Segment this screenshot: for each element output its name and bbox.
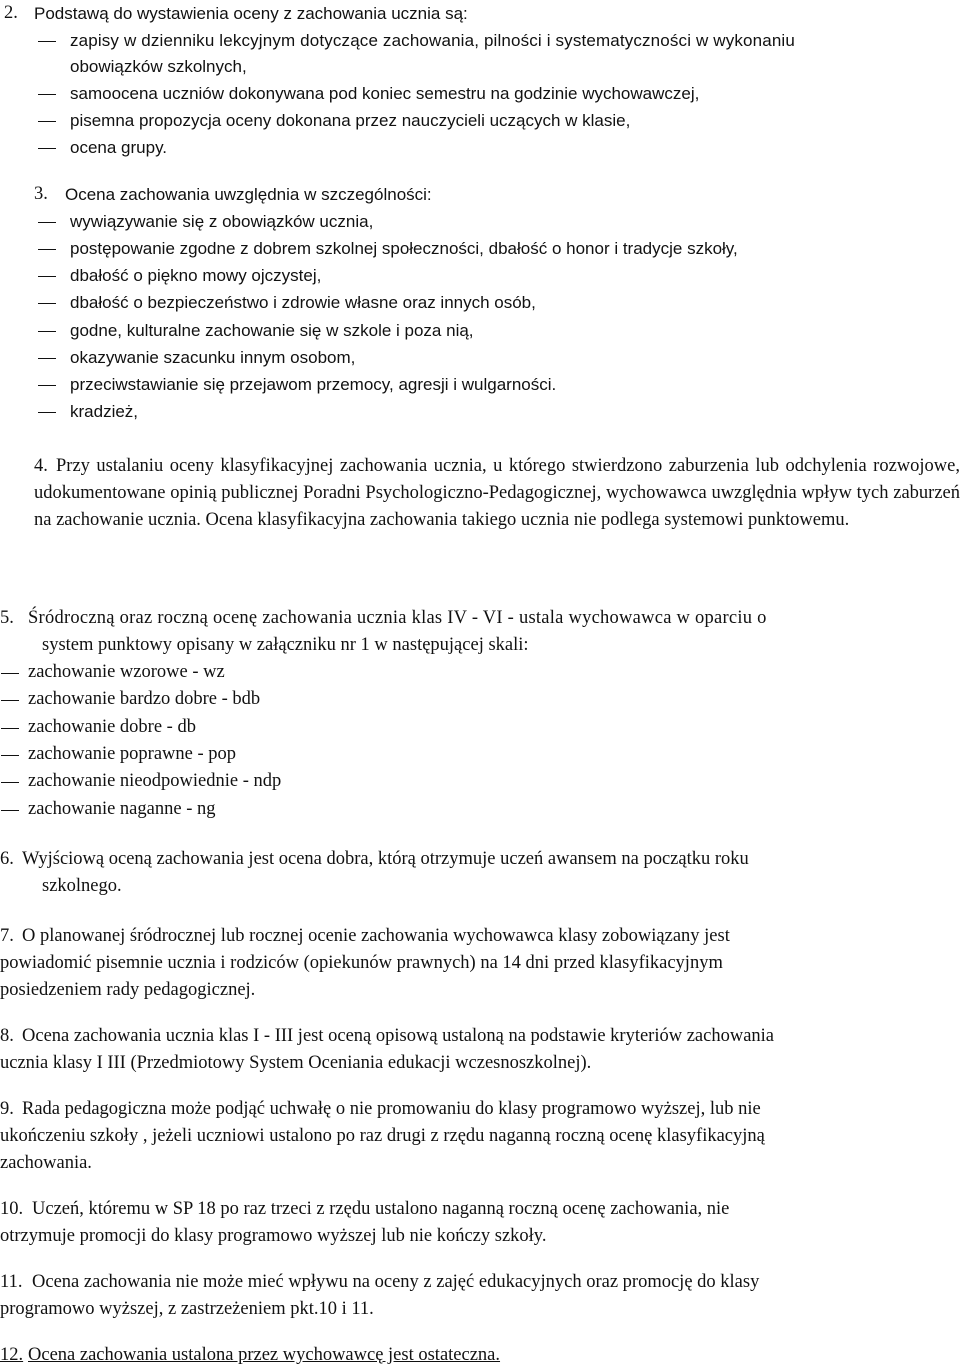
dash-bullet: [38, 121, 56, 122]
section-number: 6.: [0, 849, 14, 869]
section-number: 8.: [0, 1026, 14, 1046]
dash-bullet: [1, 728, 19, 729]
list-item: okazywanie szacunku innym osobom,: [70, 348, 356, 367]
dash-bullet: [38, 222, 56, 223]
dash-bullet: [38, 249, 56, 250]
dash-bullet: [1, 673, 19, 674]
section-number: 9.: [0, 1099, 14, 1119]
section-number: 10.: [0, 1199, 24, 1219]
paragraph-line: Śródroczną oraz roczną ocenę zachowania ucznia klas IV - VI - ustala wychowawca w oparciu o: [28, 608, 767, 628]
section-number: 12.: [0, 1345, 24, 1365]
section-lead: Podstawą do wystawienia oceny z zachowania ucznia są:: [34, 4, 468, 23]
dash-bullet: [1, 700, 19, 701]
list-item: wywiązywanie się z obowiązków ucznia,: [70, 212, 374, 231]
dash-bullet: [38, 276, 56, 277]
section-number: 11.: [0, 1272, 23, 1292]
section-number: 2.: [4, 3, 18, 23]
paragraph-line: system punktowy opisany w załączniku nr 1 w następującej skali:: [42, 635, 529, 655]
dash-bullet: [38, 41, 56, 42]
list-item: kradzież,: [70, 402, 139, 421]
list-item: dbałość o piękno mowy ojczystej,: [70, 266, 322, 285]
section-number: 4.: [34, 456, 48, 476]
scale-item: zachowanie nieodpowiednie - ndp: [28, 771, 282, 791]
section-number: 5.: [0, 608, 14, 628]
list-item: samoocena uczniów dokonywana pod koniec semestru na godzinie wychowawczej,: [70, 84, 700, 103]
paragraph-line: Ocena zachowania ucznia klas I - III jest oceną opisową ustaloną na podstawie kryteriów zachowania: [22, 1026, 775, 1046]
paragraph-line: O planowanej śródrocznej lub rocznej ocenie zachowania wychowawca klasy zobowiązany jest: [22, 926, 730, 946]
section-number: 3.: [34, 184, 48, 204]
section-lead: Ocena zachowania uwzględnia w szczególności:: [65, 185, 432, 204]
list-item: przeciwstawianie się przejawom przemocy, agresji i wulgarności.: [70, 375, 557, 394]
dash-bullet: [38, 331, 56, 332]
paragraph-line: Rada pedagogiczna może podjąć uchwałę o nie promowaniu do klasy programowo wyższej, lub nie: [22, 1099, 761, 1119]
paragraph-line: powiadomić pisemnie ucznia i rodziców (opiekunów prawnych) na 14 dni przed klasyfikacyjnym: [0, 953, 723, 973]
paragraph-line: zachowania.: [0, 1153, 92, 1173]
paragraph-line: Uczeń, któremu w SP 18 po raz trzeci z rzędu ustalono naganną roczną ocenę zachowania, nie: [32, 1199, 730, 1219]
dash-bullet: [1, 755, 19, 756]
list-item: zapisy w dzienniku lekcyjnym dotyczące zachowania, pilności i systematyczności w wykonaniu: [70, 31, 795, 50]
list-item: postępowanie zgodne z dobrem szkolnej społeczności, dbałość o honor i tradycje szkoły,: [70, 239, 738, 258]
scale-item: zachowanie poprawne - pop: [28, 744, 237, 764]
paragraph-line: programowo wyższej, z zastrzeżeniem pkt.10 i 11.: [0, 1299, 374, 1319]
list-item-continuation: obowiązków szkolnych,: [70, 57, 247, 76]
section-paragraph: Przy ustalaniu oceny klasyfikacyjnej zachowania ucznia, u którego stwierdzono zaburzenia lub odchylenia rozwojowe, udokumentowane opinią publicznej Poradni Psychologiczno-Pedagogicznej, wychowawca uwzględnia wpływ tych zaburzeń na zachowanie ucznia. Ocena klasyfikacyjna zachowania takiego ucznia nie podlega systemowi punktowemu.: [34, 456, 960, 530]
list-item: godne, kulturalne zachowanie się w szkole i poza nią,: [70, 321, 474, 340]
section-number: 7.: [0, 926, 14, 946]
paragraph-line: posiedzeniem rady pedagogicznej.: [0, 980, 256, 1000]
paragraph-line: Ocena zachowania nie może mieć wpływu na oceny z zajęć edukacyjnych oraz promocję do klasy: [32, 1272, 760, 1292]
dash-bullet: [38, 303, 56, 304]
dash-bullet: [38, 94, 56, 95]
scale-item: zachowanie wzorowe - wz: [28, 662, 225, 682]
paragraph-line: otrzymuje promocji do klasy programowo wyższej lub nie kończy szkoły.: [0, 1226, 547, 1246]
dash-bullet: [38, 412, 56, 413]
dash-bullet: [38, 358, 56, 359]
list-item: dbałość o bezpieczeństwo i zdrowie własne oraz innych osób,: [70, 293, 536, 312]
scale-item: zachowanie dobre - db: [28, 717, 196, 737]
paragraph-line: Ocena zachowania ustalona przez wychowawcę jest ostateczna.: [28, 1345, 501, 1365]
scale-item: zachowanie naganne - ng: [28, 799, 216, 819]
scale-item: zachowanie bardzo dobre - bdb: [28, 689, 261, 709]
list-item: ocena grupy.: [70, 138, 168, 157]
dash-bullet: [1, 782, 19, 783]
dash-bullet: [38, 148, 56, 149]
paragraph-line: ukończeniu szkoły , jeżeli uczniowi ustalono po raz drugi z rzędu naganną roczną ocenę klasyfikacyjną: [0, 1126, 765, 1146]
dash-bullet: [38, 385, 56, 386]
paragraph-line: Wyjściową oceną zachowania jest ocena dobra, którą otrzymuje uczeń awansem na początku roku: [22, 849, 749, 869]
dash-bullet: [1, 810, 19, 811]
paragraph-line: ucznia klasy I III (Przedmiotowy System Oceniania edukacji wczesnoszkolnej).: [0, 1053, 592, 1073]
paragraph-line: szkolnego.: [42, 876, 122, 896]
list-item: pisemna propozycja oceny dokonana przez nauczycieli uczących w klasie,: [70, 111, 631, 130]
